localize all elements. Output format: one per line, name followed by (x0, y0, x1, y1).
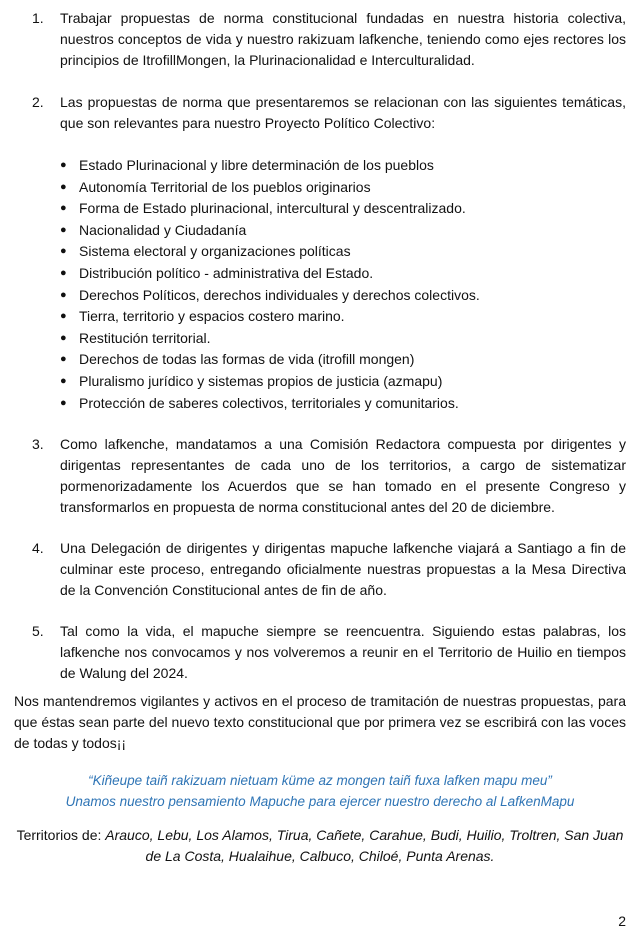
numbered-item (14, 434, 626, 518)
territories-list: Arauco, Lebu, Los Alamos, Tirua, Cañete, Carahue, Budi, Huilio, Troltren, San Juan de La Costa, Hualaihue, Calbuco, Chiloé, Punta Arenas. (105, 827, 624, 864)
topic-text: Distribución político - administrativa del Estado. (79, 264, 374, 281)
item-text: Una Delegación de dirigentes y dirigentas mapuche lafkenche viajará a Santiago a fin de culminar este proceso, entregando oficialmente nuestras propuestas a la Mesa Directiva de la Convención Constitucional antes de fin de año. (60, 540, 626, 598)
bullet-icon: ● (60, 266, 67, 279)
numbered-item (14, 8, 626, 71)
topic-text: Autonomía Territorial de los pueblos originarios (79, 178, 371, 195)
bullet-icon: ● (60, 159, 67, 171)
item-text: Trabajar propuestas de norma constitucional fundadas en nuestra historia colectiva, nuestros conceptos de vida y nuestro rakizuam lafkenche, teniendo como ejes rectores los principios de ItrofillMongen, la Plurinacionalidad e Interculturalidad. (60, 10, 626, 68)
item-number: 1. (32, 10, 44, 26)
item-number: 2. (32, 94, 44, 110)
bullet-icon: ● (60, 245, 67, 258)
topic-text: Restitución territorial. (79, 329, 211, 346)
list-item (0, 220, 640, 242)
item-number: 5. (32, 623, 44, 639)
item-number: 4. (32, 540, 44, 556)
list-item (0, 241, 640, 263)
bullet-icon: ● (60, 288, 67, 301)
bullet-icon: ● (60, 396, 67, 409)
motto (0, 770, 640, 812)
list-item (0, 328, 640, 350)
list-item (0, 371, 640, 393)
numbered-item (14, 92, 626, 134)
list-item (0, 263, 640, 285)
topic-text: Forma de Estado plurinacional, intercultural y descentralizado. (79, 200, 466, 217)
topic-text: Derechos Políticos, derechos individuales y derechos colectivos. (79, 286, 480, 303)
page-number: 2 (618, 913, 626, 929)
topics-list (0, 155, 640, 414)
list-item (0, 306, 640, 328)
item-number: 3. (32, 436, 44, 452)
bullet-icon: ● (60, 310, 67, 323)
item-text: Las propuestas de norma que presentaremos se relacionan con las siguientes temáticas, que son relevantes para nuestro Proyecto Político Colectivo: (60, 94, 626, 131)
list-item (0, 177, 640, 199)
bullet-icon: ● (60, 331, 67, 344)
numbered-item (14, 621, 626, 684)
topic-text: Tierra, territorio y espacios costero marino. (79, 308, 345, 325)
motto-line-mapudungun: “Kiñeupe taiñ rakizuam nietuam küme az mongen taiñ fuxa lafken mapu meu” (88, 773, 552, 788)
topic-text: Protección de saberes colectivos, territoriales y comunitarios. (79, 394, 459, 411)
item-text: Como lafkenche, mandatamos a una Comisión Redactora compuesta por dirigentes y dirigentas representantes de cada uno de los territorios, a cargo de sistematizar pormenorizadamente los Acuerdos que se han tomado en el presente Congreso y transformarlos en propuesta de norma constitucional antes del 20 de diciembre. (60, 436, 626, 515)
topic-text: Estado Plurinacional y libre determinación de los pueblos (79, 157, 434, 173)
numbered-item (14, 538, 626, 601)
motto-line-spanish: Unamos nuestro pensamiento Mapuche para ejercer nuestro derecho al LafkenMapu (65, 794, 575, 809)
bullet-icon: ● (60, 180, 67, 193)
list-item (0, 155, 640, 177)
topic-text: Derechos de todas las formas de vida (itrofill mongen) (79, 351, 415, 368)
topic-text: Nacionalidad y Ciudadanía (79, 221, 247, 238)
list-item (0, 198, 640, 220)
list-item (0, 393, 640, 415)
topic-text: Pluralismo jurídico y sistemas propios de justicia (azmapu) (79, 372, 443, 389)
item-text: Tal como la vida, el mapuche siempre se reencuentra. Siguiendo estas palabras, los lafkenche nos convocamos y nos volveremos a reunir en el Territorio de Huilio en tiempos de Walung del 2024. (60, 623, 626, 681)
bullet-icon: ● (60, 374, 67, 387)
bullet-icon: ● (60, 202, 67, 215)
closing-paragraph: Nos mantendremos vigilantes y activos en el proceso de tramitación de nuestras propuestas, para que éstas sean parte del nuevo texto constitucional que por primera vez se escribirá con las voces de todas y todos¡¡ (14, 693, 626, 751)
list-item (0, 349, 640, 371)
territories-paragraph (14, 825, 626, 867)
list-item (0, 285, 640, 307)
bullet-icon: ● (60, 353, 67, 366)
bullet-icon: ● (60, 223, 67, 236)
territories-label: Territorios de: (16, 827, 106, 843)
topic-text: Sistema electoral y organizaciones políticas (79, 243, 351, 260)
